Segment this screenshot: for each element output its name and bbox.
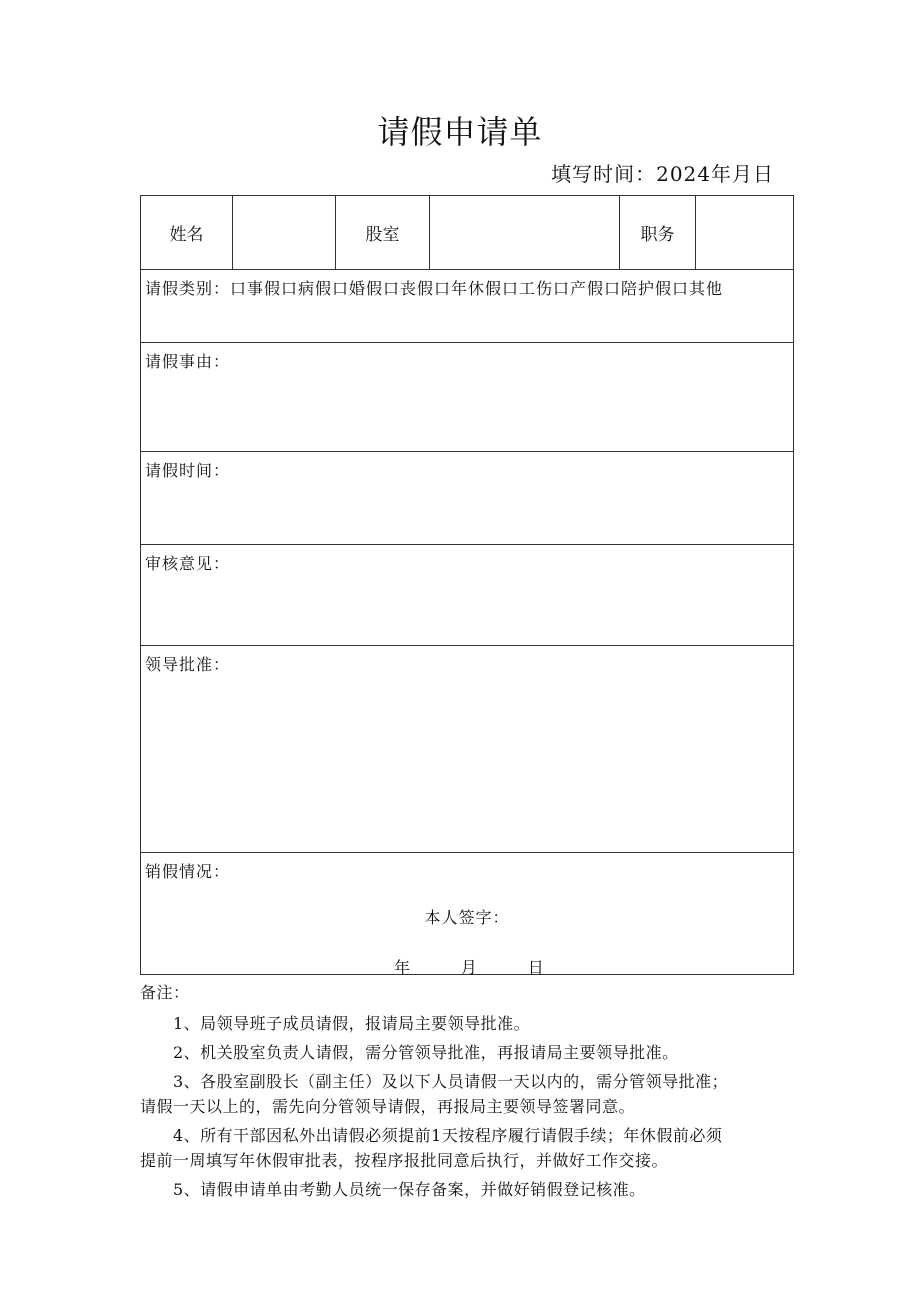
- note-item-3b: 请假一天以上的，需先向分管领导请假，再报局主要领导签署同意。: [140, 1097, 636, 1116]
- cancel-row[interactable]: [141, 853, 793, 976]
- name-field[interactable]: [233, 196, 336, 269]
- date-year: 年: [394, 958, 411, 977]
- leave-type-options: 请假类别：口事假口病假口婚假口丧假口年休假口工伤口产假口陪护假口其他: [145, 279, 724, 298]
- review-row[interactable]: [141, 545, 793, 646]
- note-item-1: 1、局领导班子成员请假，报请局主要领导批准。: [173, 1014, 531, 1033]
- note-item-3a: 3、各股室副股长（副主任）及以下人员请假一天以内的，需分管领导批准；: [173, 1072, 729, 1091]
- notes-section: [140, 980, 800, 1202]
- notes-heading: 备注：: [140, 983, 190, 1002]
- position-label: 职务: [620, 196, 696, 269]
- review-label: 审核意见：: [145, 554, 231, 573]
- signature-label: 本人签字：: [424, 908, 510, 927]
- note-item-2: 2、机关股室负责人请假，需分管领导批准，再报请局主要领导批准。: [173, 1043, 679, 1062]
- position-field[interactable]: [696, 196, 793, 269]
- note-item-4b: 提前一周填写年休假审批表，按程序报批同意后执行，并做好工作交接。: [140, 1151, 669, 1170]
- reason-label: 请假事由：: [145, 352, 231, 371]
- leave-type-row[interactable]: [141, 270, 793, 343]
- approval-label: 领导批准：: [145, 655, 231, 674]
- name-label: 姓名: [141, 196, 233, 269]
- note-item-5: 5、请假申请单由考勤人员统一保存备案，并做好销假登记核准。: [173, 1180, 646, 1199]
- date-day: 日: [527, 958, 544, 977]
- cancel-label: 销假情况：: [145, 862, 231, 881]
- leave-form-table: [140, 195, 794, 975]
- dept-field[interactable]: [430, 196, 620, 269]
- dept-label: 股室: [336, 196, 430, 269]
- date-month: 月: [460, 958, 477, 977]
- note-item-4a: 4、所有干部因私外出请假必须提前1天按程序履行请假手续；年休假前必须: [173, 1126, 723, 1145]
- signature-date: [394, 955, 544, 978]
- header-row: [141, 196, 793, 270]
- page-title: 请假申请单: [377, 113, 543, 151]
- time-row[interactable]: [141, 452, 793, 545]
- reason-row[interactable]: [141, 343, 793, 452]
- time-label: 请假时间：: [145, 461, 231, 480]
- approval-row[interactable]: [141, 646, 793, 853]
- fill-time: 填写时间：2024年月日: [551, 162, 774, 186]
